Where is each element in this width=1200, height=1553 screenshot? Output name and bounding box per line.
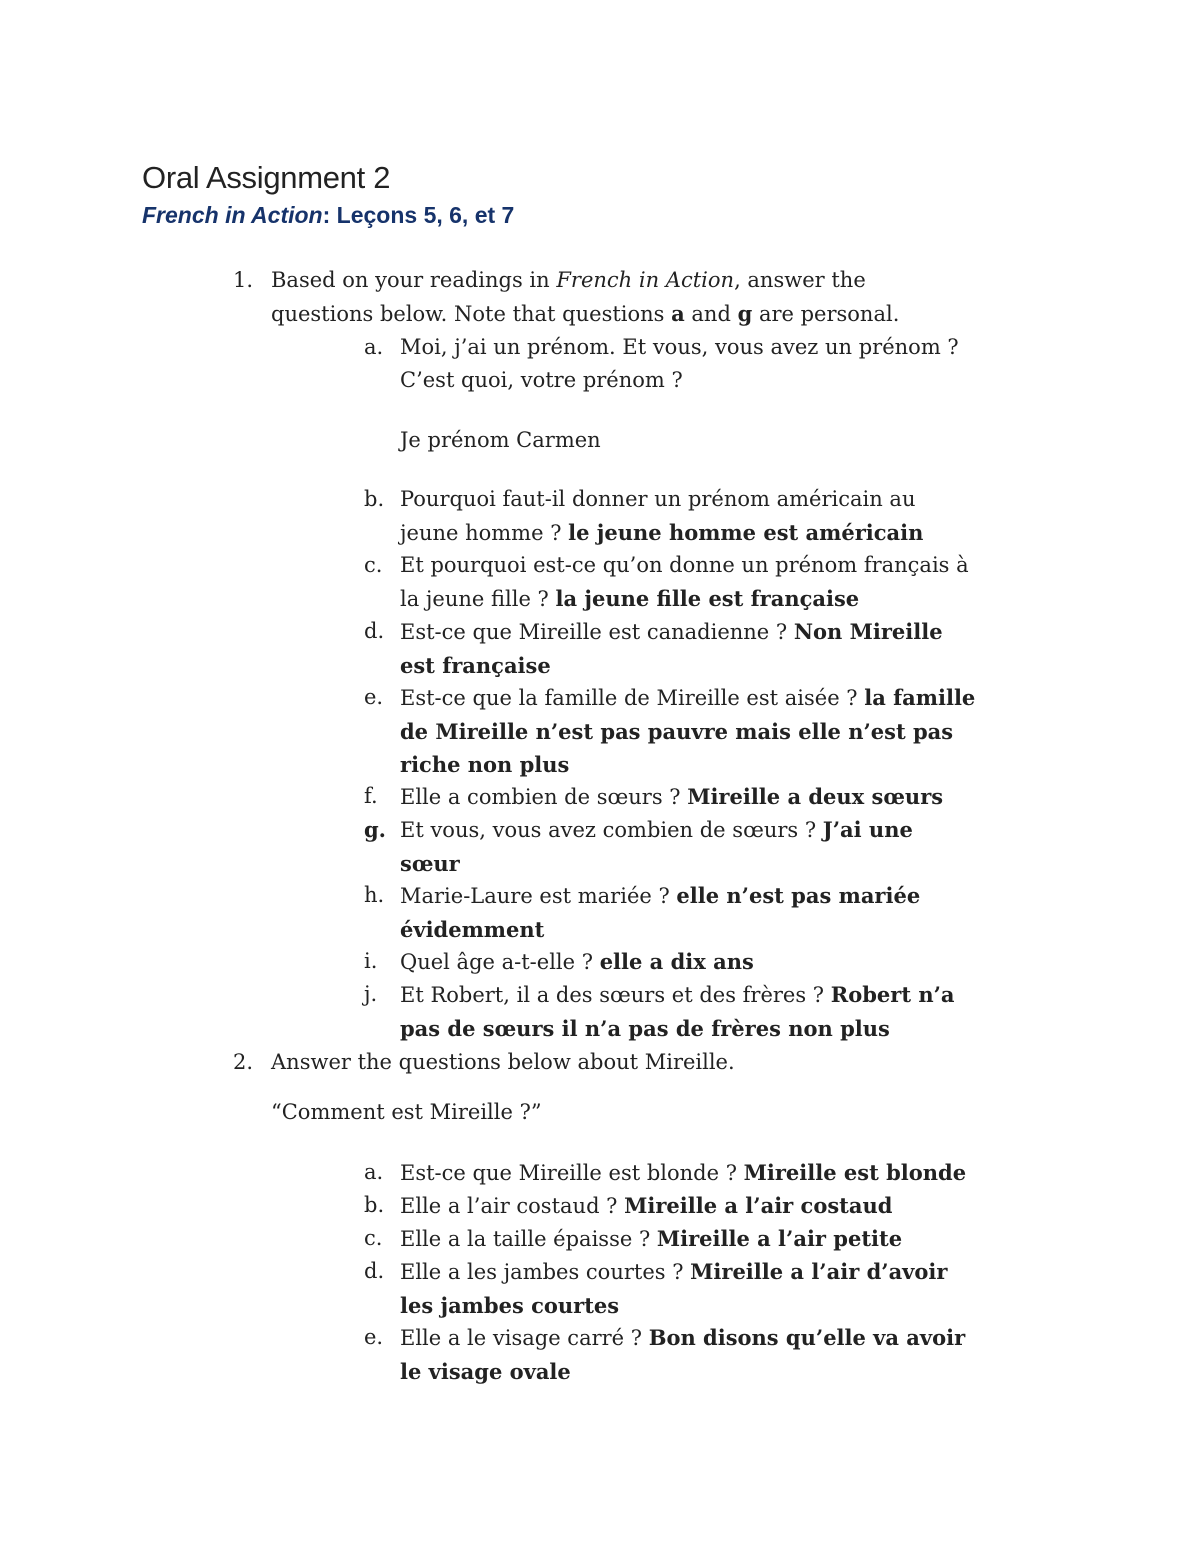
item-letter: g.	[364, 817, 386, 842]
item-line: Est-ce que la famille de Mireille est aisée ? la famille	[400, 685, 976, 710]
subtitle-book-title: French in Action	[142, 202, 323, 228]
list-item	[364, 681, 1084, 781]
item-line: Elle a les jambes courtes ? Mireille a l’air d’avoir	[400, 1259, 948, 1284]
item-answer: le visage ovale	[400, 1359, 571, 1384]
list-item	[364, 1255, 1084, 1322]
item-answer: elle n’est pas mariée	[676, 883, 921, 908]
question-intro-line: questions below. Note that questions a and g are personal.	[271, 301, 900, 326]
item-letter: c.	[364, 1226, 383, 1250]
list-item	[364, 1156, 1084, 1190]
list-item	[364, 780, 1064, 814]
item-letter: e.	[364, 685, 384, 709]
list-item	[364, 1189, 1084, 1223]
item-answer: Mireille a l’air costaud	[624, 1193, 893, 1218]
list-item	[364, 978, 1084, 1045]
item-letter: b.	[364, 487, 385, 511]
item-letter: i.	[364, 949, 378, 973]
item-line: Marie-Laure est mariée ? elle n’est pas mariée	[400, 883, 921, 908]
item-letter: b.	[364, 1193, 385, 1217]
list-item	[364, 1321, 1084, 1388]
item-answer: la jeune fille est française	[555, 586, 860, 611]
item-question: Et pourquoi est-ce qu’on donne un prénom français à	[400, 553, 969, 577]
item-letter: a.	[364, 335, 384, 359]
item-line: jeune homme ? le jeune homme est américain	[400, 520, 924, 545]
item-answer: Mireille est blonde	[743, 1160, 967, 1185]
list-item	[364, 945, 1064, 979]
question-2	[233, 1046, 1133, 1129]
item-line: Elle a la taille épaisse ? Mireille a l’air petite	[400, 1226, 903, 1251]
question-quote: “Comment est Mireille ?”	[271, 1100, 542, 1124]
item-line: Quel âge a-t-elle ? elle a dix ans	[400, 949, 754, 974]
item-line: Et vous, vous avez combien de sœurs ? J’ai une	[400, 817, 913, 842]
item-answer: Bon disons qu’elle va avoir	[648, 1325, 966, 1350]
question-intro-line: Based on your readings in French in Action, answer the	[271, 268, 866, 292]
item-letter: f.	[364, 784, 378, 808]
item-letter: c.	[364, 553, 383, 577]
subtitle-lessons: : Leçons 5, 6, et 7	[322, 202, 515, 228]
item-answer: évidemment	[400, 917, 545, 942]
item-answer: de Mireille n’est pas pauvre mais elle n’est pas	[400, 719, 954, 744]
item-letter: e.	[364, 1325, 384, 1349]
question-1	[233, 264, 1133, 331]
item-answer: Non Mireille	[793, 619, 943, 644]
item-answer: elle a dix ans	[599, 949, 754, 974]
item-line: Est-ce que Mireille est canadienne ? Non Mireille	[400, 619, 943, 644]
question-intro-line: Answer the questions below about Mireille.	[271, 1050, 735, 1074]
question-number: 1.	[233, 268, 254, 292]
item-line: la jeune fille ? la jeune fille est française	[400, 586, 860, 611]
question-number: 2.	[233, 1050, 254, 1074]
item-line: Et Robert, il a des sœurs et des frères ? Robert n’a	[400, 982, 955, 1007]
item-answer: Mireille a l’air petite	[656, 1226, 903, 1251]
item-answer: est française	[400, 653, 551, 678]
item-letter: d.	[364, 1259, 385, 1283]
list-item	[364, 813, 1064, 880]
list-item	[364, 483, 1064, 550]
item-letter: d.	[364, 619, 385, 643]
item-question: Moi, j’ai un prénom. Et vous, vous avez un prénom ?	[400, 335, 959, 359]
item-line: Est-ce que Mireille est blonde ? Mireille est blonde	[400, 1160, 967, 1185]
item-answer: riche non plus	[400, 752, 570, 777]
list-item	[364, 331, 1064, 457]
item-line: Elle a combien de sœurs ? Mireille a deux sœurs	[400, 784, 944, 809]
page-title: Oral Assignment 2	[142, 160, 391, 195]
item-answer: Mireille a l’air d’avoir	[690, 1259, 948, 1284]
list-item	[364, 615, 1064, 682]
item-answer: J’ai une	[822, 817, 913, 842]
item-answer: sœur	[400, 851, 460, 876]
item-line: Elle a le visage carré ? Bon disons qu’elle va avoir	[400, 1325, 966, 1350]
item-line: Elle a l’air costaud ? Mireille a l’air costaud	[400, 1193, 893, 1218]
item-question: Pourquoi faut-il donner un prénom américain au	[400, 487, 916, 511]
item-letter: h.	[364, 883, 385, 907]
list-item	[364, 879, 1064, 946]
item-answer: les jambes courtes	[400, 1293, 620, 1318]
page-subtitle	[142, 202, 514, 229]
item-question: C’est quoi, votre prénom ?	[400, 368, 683, 392]
item-answer: Je prénom Carmen	[400, 428, 601, 452]
item-answer: le jeune homme est américain	[568, 520, 924, 545]
item-letter: j.	[364, 982, 378, 1006]
list-item	[364, 1222, 1084, 1256]
list-item	[364, 549, 1064, 616]
item-letter: a.	[364, 1160, 384, 1184]
item-answer: Robert n’a	[830, 982, 955, 1007]
item-answer: la famille	[864, 685, 976, 710]
item-answer: Mireille a deux sœurs	[687, 784, 944, 809]
item-answer: pas de sœurs il n’a pas de frères non plus	[400, 1016, 890, 1041]
